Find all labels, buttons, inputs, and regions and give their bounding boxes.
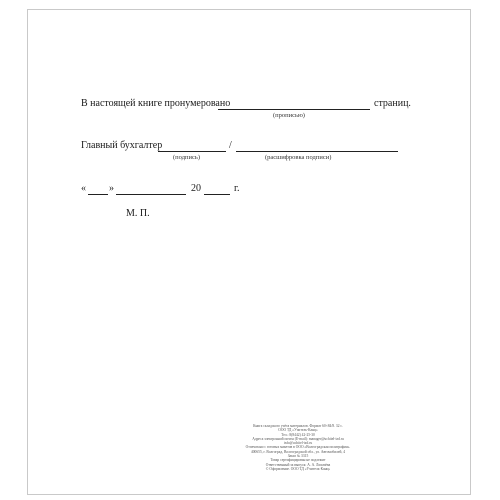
date-open-quote: « — [81, 183, 86, 194]
imprint-line: Отпечатано с готовых макетов в ООО «Волгоградская полиграфия». — [245, 445, 351, 450]
imprint-footer — [208, 424, 388, 471]
imprint-line: Адреса электронной почты (E-mail): manager@uchitel-izd.ru — [252, 436, 344, 441]
document-page — [27, 9, 471, 495]
slash-separator: / — [229, 140, 232, 151]
numbered-pages-caption: (прописью) — [273, 112, 305, 119]
decryption-caption: (расшифровка подписи) — [265, 154, 332, 161]
date-close-quote: » — [109, 183, 114, 194]
year-prefix: 20 — [191, 183, 201, 194]
imprint-line: © Оформление. ООО ТД «Учитель-Канц» — [265, 466, 331, 471]
month-field[interactable] — [116, 194, 186, 195]
signature-caption: (подпись) — [173, 154, 200, 161]
imprint-line: info@uchitel-izd.ru — [283, 441, 313, 446]
year-field[interactable] — [204, 194, 230, 195]
signature-field[interactable] — [158, 151, 226, 152]
imprint-line: Заказ № 3315 — [287, 454, 309, 459]
stamp-place-label: М. П. — [126, 208, 150, 219]
chief-accountant-label: Главный бухгалтер — [81, 140, 163, 151]
signature-decryption-field[interactable] — [236, 151, 398, 152]
imprint-line: Ответственный за выпуск: А. А. Лихачёва — [265, 462, 331, 467]
day-field[interactable] — [88, 194, 108, 195]
imprint-line: Книга складского учёта материалов. Формат 60×84/8. 32 с. — [253, 424, 343, 428]
pages-suffix: страниц. — [374, 98, 411, 109]
imprint-line: ООО ТД «Учитель-Канц» — [278, 428, 318, 433]
imprint-line: Товар сертифицирован не подлежит — [270, 458, 326, 463]
imprint-line: Тел.: 8(8442) 42-25-30 — [281, 432, 315, 437]
numbered-pages-label: В настоящей книге пронумеровано — [81, 98, 231, 109]
year-suffix: г. — [234, 183, 240, 194]
numbered-pages-field[interactable] — [218, 109, 370, 110]
imprint-line: 400655, г. Волгоград, Волгоградской обл., ул. Автомобилей, 4 — [250, 449, 346, 454]
